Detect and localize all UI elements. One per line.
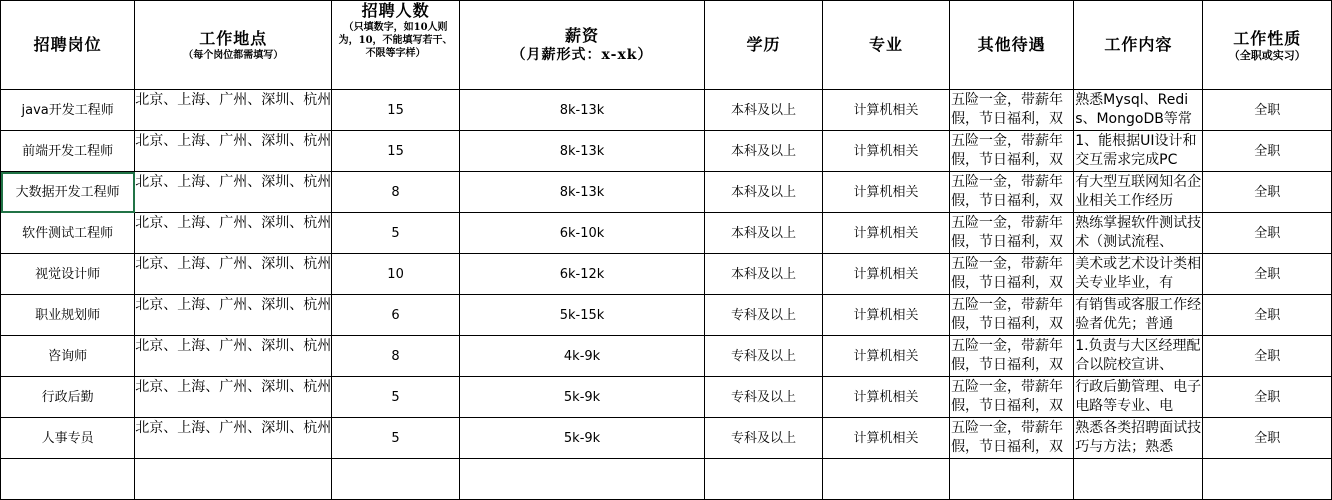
cell-salary[interactable]	[459, 172, 704, 213]
cell-benefits-text: 五险一金，带薪年假，节日福利，双	[951, 297, 1064, 332]
cell-position[interactable]	[1, 172, 135, 213]
cell-major-text: 计算机相关	[853, 225, 919, 241]
cell-location-text: 北京、上海、广州、深圳、杭州	[135, 297, 332, 313]
cell-type-text: 全职	[1254, 389, 1281, 405]
cell-count-text: 8	[391, 184, 400, 200]
cell-type[interactable]	[1203, 418, 1332, 459]
cell-count[interactable]	[332, 336, 460, 377]
cell-education[interactable]	[705, 254, 823, 295]
header-education-label: 学历	[746, 35, 781, 54]
cell-content[interactable]	[1074, 172, 1203, 213]
cell-salary[interactable]	[459, 336, 704, 377]
cell-major[interactable]	[822, 418, 949, 459]
header-benefits[interactable]	[950, 1, 1074, 90]
cell-salary[interactable]	[459, 213, 704, 254]
cell-content-text: 熟悉Mysql、Redis、MongoDB等常	[1075, 92, 1192, 127]
cell-major[interactable]	[822, 295, 949, 336]
header-count-label: 招聘人数	[361, 1, 430, 20]
cell-count-text: 5	[391, 430, 400, 446]
cell-major-text: 计算机相关	[853, 348, 919, 364]
cell-salary[interactable]	[459, 418, 704, 459]
cell-location-text: 北京、上海、广州、深圳、杭州	[135, 338, 332, 354]
header-count[interactable]	[332, 1, 460, 90]
cell-position-text: 软件测试工程师	[22, 225, 114, 241]
cell-education-text: 专科及以上	[731, 430, 797, 446]
cell-count[interactable]	[332, 213, 460, 254]
cell-content-text: 有销售或客服工作经验者优先；普通	[1075, 297, 1202, 332]
cell-benefits-text: 五险一金，带薪年假，节日福利，双	[951, 215, 1064, 250]
cell-content[interactable]	[1074, 377, 1203, 418]
header-salary[interactable]	[459, 1, 704, 90]
empty-cell[interactable]	[1, 459, 135, 500]
cell-content-text: 有大型互联网知名企业相关工作经历	[1075, 174, 1202, 209]
cell-type[interactable]	[1203, 172, 1332, 213]
cell-benefits[interactable]	[950, 254, 1074, 295]
cell-count-text: 10	[387, 266, 404, 282]
cell-benefits[interactable]	[950, 172, 1074, 213]
cell-education[interactable]	[705, 336, 823, 377]
cell-benefits[interactable]	[950, 131, 1074, 172]
cell-location[interactable]	[135, 336, 332, 377]
cell-education-text: 本科及以上	[731, 184, 797, 200]
cell-count-text: 8	[391, 348, 400, 364]
cell-education[interactable]	[705, 377, 823, 418]
cell-content-text: 1、能根据UI设计和交互需求完成PC	[1075, 133, 1197, 168]
table-row	[1, 213, 1332, 254]
cell-type-text: 全职	[1254, 102, 1281, 118]
cell-education-text: 专科及以上	[731, 389, 797, 405]
empty-cell[interactable]	[135, 459, 332, 500]
cell-type[interactable]	[1203, 336, 1332, 377]
header-position[interactable]	[1, 1, 135, 90]
cell-count[interactable]	[332, 418, 460, 459]
header-type-note: （全职或实习）	[1228, 48, 1306, 62]
header-row	[1, 1, 1332, 90]
cell-count[interactable]	[332, 131, 460, 172]
cell-major[interactable]	[822, 172, 949, 213]
header-location[interactable]	[135, 1, 332, 90]
cell-position[interactable]	[1, 90, 135, 131]
cell-major-text: 计算机相关	[853, 430, 919, 446]
cell-benefits-text: 五险一金，带薪年假，节日福利，双	[951, 256, 1064, 291]
cell-location[interactable]	[135, 295, 332, 336]
header-type[interactable]	[1203, 1, 1332, 90]
header-type-label: 工作性质	[1233, 28, 1302, 48]
cell-major-text: 计算机相关	[853, 266, 919, 282]
cell-location[interactable]	[135, 172, 332, 213]
cell-count[interactable]	[332, 172, 460, 213]
cell-content[interactable]	[1074, 295, 1203, 336]
cell-content-text: 行政后勤管理、电子电路等专业、电	[1075, 379, 1202, 414]
cell-position-text: 前端开发工程师	[22, 143, 114, 159]
cell-count-text: 15	[387, 102, 404, 118]
cell-position-text: 大数据开发工程师	[15, 184, 120, 200]
cell-benefits-text: 五险一金，带薪年假，节日福利，双	[951, 92, 1064, 127]
header-salary-note: （月薪形式：x-xk）	[511, 47, 653, 63]
cell-type-text: 全职	[1254, 143, 1281, 159]
cell-type[interactable]	[1203, 377, 1332, 418]
table-row	[1, 172, 1332, 213]
cell-location-text: 北京、上海、广州、深圳、杭州	[135, 215, 332, 231]
cell-type-text: 全职	[1254, 430, 1281, 446]
cell-benefits-text: 五险一金，带薪年假，节日福利，双	[951, 379, 1064, 414]
header-content[interactable]	[1074, 1, 1203, 90]
cell-salary-text: 5k-9k	[563, 389, 601, 405]
cell-benefits[interactable]	[950, 213, 1074, 254]
cell-benefits-text: 五险一金，带薪年假，节日福利，双	[951, 420, 1064, 455]
cell-count-text: 15	[387, 143, 404, 159]
cell-benefits[interactable]	[950, 336, 1074, 377]
cell-type-text: 全职	[1254, 348, 1281, 364]
cell-count-text: 6	[391, 307, 400, 323]
cell-position[interactable]	[1, 418, 135, 459]
table-row	[1, 336, 1332, 377]
cell-major[interactable]	[822, 90, 949, 131]
cell-position[interactable]	[1, 131, 135, 172]
cell-salary-text: 8k-13k	[559, 143, 605, 159]
cell-major[interactable]	[822, 213, 949, 254]
table-row	[1, 418, 1332, 459]
cell-location[interactable]	[135, 131, 332, 172]
cell-education-text: 本科及以上	[731, 143, 797, 159]
cell-count[interactable]	[332, 295, 460, 336]
cell-count[interactable]	[332, 377, 460, 418]
cell-major-text: 计算机相关	[853, 143, 919, 159]
cell-position-text: 视觉设计师	[35, 266, 101, 282]
cell-position-text: 职业规划师	[35, 307, 101, 323]
cell-type[interactable]	[1203, 254, 1332, 295]
cell-type-text: 全职	[1254, 266, 1281, 282]
cell-education-text: 专科及以上	[731, 348, 797, 364]
cell-salary-text: 5k-15k	[559, 307, 605, 323]
cell-content[interactable]	[1074, 254, 1203, 295]
cell-major[interactable]	[822, 254, 949, 295]
cell-content-text: 熟悉各类招聘面试技巧与方法；熟悉	[1075, 420, 1202, 455]
cell-major-text: 计算机相关	[853, 389, 919, 405]
cell-type-text: 全职	[1254, 225, 1281, 241]
empty-cell[interactable]	[459, 459, 704, 500]
table-row	[1, 254, 1332, 295]
cell-benefits[interactable]	[950, 90, 1074, 131]
cell-education-text: 本科及以上	[731, 225, 797, 241]
cell-education[interactable]	[705, 172, 823, 213]
cell-education[interactable]	[705, 295, 823, 336]
cell-location-text: 北京、上海、广州、深圳、杭州	[135, 174, 332, 190]
cell-position-text: java开发工程师	[21, 102, 114, 118]
cell-content[interactable]	[1074, 131, 1203, 172]
cell-education[interactable]	[705, 418, 823, 459]
header-major[interactable]	[822, 1, 949, 90]
cell-benefits-text: 五险一金，带薪年假，节日福利，双	[951, 133, 1064, 168]
cell-count[interactable]	[332, 254, 460, 295]
cell-position-text: 人事专员	[41, 430, 94, 446]
cell-position-text: 行政后勤	[41, 389, 94, 405]
cell-location[interactable]	[135, 90, 332, 131]
cell-salary[interactable]	[459, 254, 704, 295]
cell-type[interactable]	[1203, 90, 1332, 131]
cell-major-text: 计算机相关	[853, 184, 919, 200]
cell-type[interactable]	[1203, 131, 1332, 172]
cell-content-text: 熟练掌握软件测试技术（测试流程、	[1075, 215, 1202, 250]
cell-education-text: 本科及以上	[731, 266, 797, 282]
header-benefits-label: 其他待遇	[977, 35, 1046, 54]
header-content-label: 工作内容	[1104, 35, 1173, 54]
cell-major[interactable]	[822, 377, 949, 418]
cell-location[interactable]	[135, 377, 332, 418]
cell-location[interactable]	[135, 418, 332, 459]
cell-position[interactable]	[1, 254, 135, 295]
cell-salary[interactable]	[459, 377, 704, 418]
header-location-note: （每个岗位都需填写）	[183, 49, 284, 61]
empty-cell[interactable]	[950, 459, 1074, 500]
cell-location-text: 北京、上海、广州、深圳、杭州	[135, 379, 332, 395]
cell-salary-text: 8k-13k	[559, 102, 605, 118]
table-row	[1, 90, 1332, 131]
table-row	[1, 131, 1332, 172]
cell-content-text: 1.负责与大区经理配合以院校宣讲、	[1075, 338, 1201, 373]
cell-salary-text: 8k-13k	[559, 184, 605, 200]
header-salary-label: 薪资	[565, 26, 600, 45]
cell-type-text: 全职	[1254, 184, 1281, 200]
cell-benefits[interactable]	[950, 295, 1074, 336]
header-position-label: 招聘岗位	[33, 35, 102, 54]
cell-location-text: 北京、上海、广州、深圳、杭州	[135, 92, 332, 108]
cell-education[interactable]	[705, 213, 823, 254]
cell-type[interactable]	[1203, 213, 1332, 254]
cell-location[interactable]	[135, 254, 332, 295]
cell-content[interactable]	[1074, 90, 1203, 131]
cell-salary[interactable]	[459, 131, 704, 172]
empty-cell[interactable]	[1203, 459, 1332, 500]
empty-cell[interactable]	[332, 459, 460, 500]
cell-location-text: 北京、上海、广州、深圳、杭州	[135, 256, 332, 272]
cell-location[interactable]	[135, 213, 332, 254]
cell-type[interactable]	[1203, 295, 1332, 336]
cell-salary-text: 6k-12k	[559, 266, 605, 282]
table-row	[1, 377, 1332, 418]
header-count-note: （只填数字，如10人则为，10，不能填写若干、不限等字样）	[338, 22, 453, 59]
cell-major[interactable]	[822, 131, 949, 172]
cell-salary[interactable]	[459, 90, 704, 131]
cell-type-text: 全职	[1254, 307, 1281, 323]
header-education[interactable]	[705, 1, 823, 90]
cell-major[interactable]	[822, 336, 949, 377]
empty-cell[interactable]	[822, 459, 949, 500]
cell-content[interactable]	[1074, 418, 1203, 459]
cell-content[interactable]	[1074, 336, 1203, 377]
cell-position[interactable]	[1, 377, 135, 418]
cell-major-text: 计算机相关	[853, 102, 919, 118]
cell-education[interactable]	[705, 131, 823, 172]
empty-row	[1, 459, 1332, 500]
cell-benefits[interactable]	[950, 418, 1074, 459]
cell-benefits[interactable]	[950, 377, 1074, 418]
cell-content[interactable]	[1074, 213, 1203, 254]
cell-content-text: 美术或艺术设计类相关专业毕业，有	[1075, 256, 1202, 291]
empty-cell[interactable]	[705, 459, 823, 500]
cell-location-text: 北京、上海、广州、深圳、杭州	[135, 133, 332, 149]
table-row	[1, 295, 1332, 336]
cell-salary-text: 6k-10k	[559, 225, 605, 241]
cell-education-text: 本科及以上	[731, 102, 797, 118]
cell-salary-text: 4k-9k	[563, 348, 601, 364]
cell-salary[interactable]	[459, 295, 704, 336]
cell-benefits-text: 五险一金，带薪年假，节日福利，双	[951, 174, 1064, 209]
cell-location-text: 北京、上海、广州、深圳、杭州	[135, 420, 332, 436]
cell-benefits-text: 五险一金，带薪年假，节日福利，双	[951, 338, 1064, 373]
cell-major-text: 计算机相关	[853, 307, 919, 323]
header-major-label: 专业	[868, 35, 903, 54]
cell-education-text: 专科及以上	[731, 307, 797, 323]
header-location-label: 工作地点	[199, 28, 268, 48]
cell-position-text: 咨询师	[48, 348, 88, 364]
empty-cell[interactable]	[1074, 459, 1203, 500]
cell-count-text: 5	[391, 389, 400, 405]
cell-position[interactable]	[1, 213, 135, 254]
cell-salary-text: 5k-9k	[563, 430, 601, 446]
cell-count[interactable]	[332, 90, 460, 131]
cell-education[interactable]	[705, 90, 823, 131]
cell-position[interactable]	[1, 336, 135, 377]
cell-position[interactable]	[1, 295, 135, 336]
cell-count-text: 5	[391, 225, 400, 241]
